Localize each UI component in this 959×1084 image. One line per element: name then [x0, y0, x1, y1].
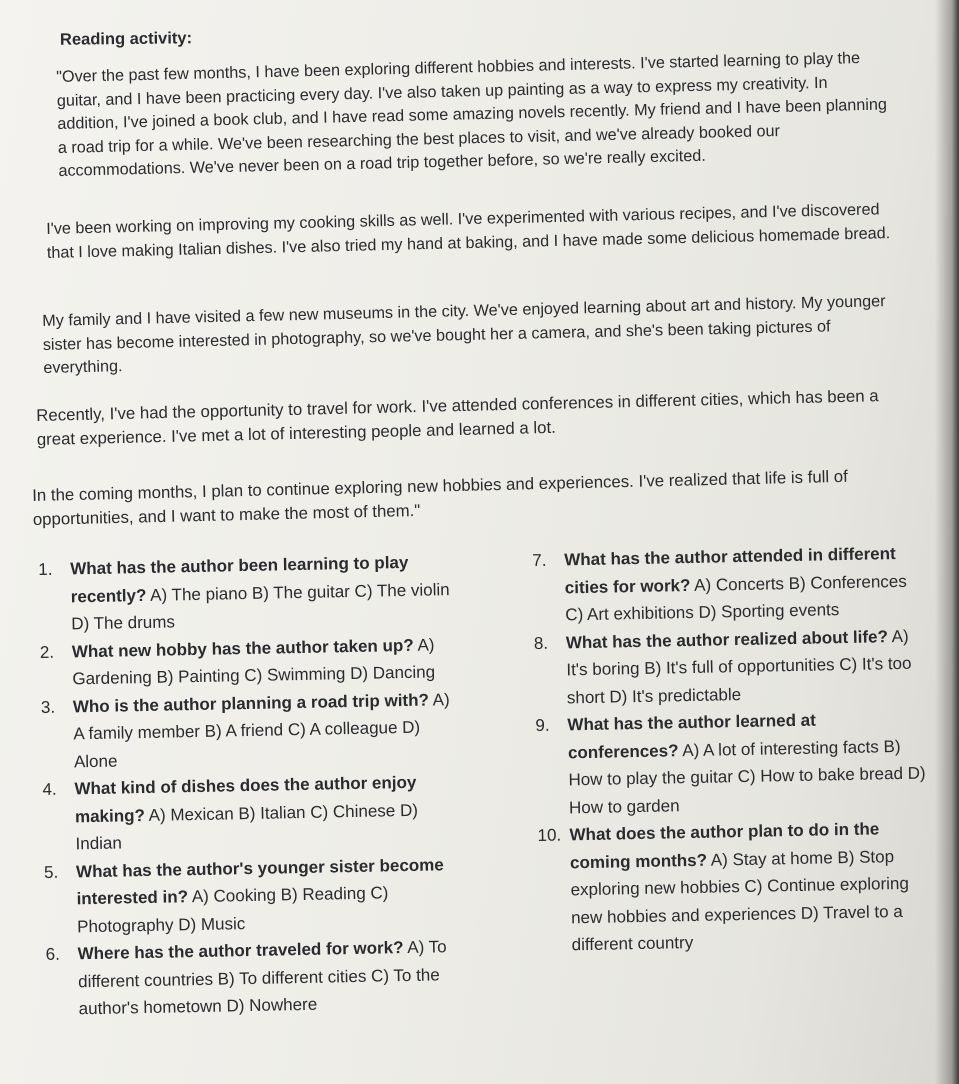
question-number: 4.: [42, 779, 57, 799]
question-number: 2.: [39, 642, 55, 662]
question-options: A) The piano B) The guitar C) The violin D) The drums: [71, 579, 450, 634]
question-text: Where has the author traveled for work?: [77, 938, 404, 964]
questions-column-left: [38, 548, 467, 1023]
question-options: A) Cooking B) Reading C) Photography D) Music: [76, 883, 389, 936]
question-text: What new hobby has the author taken up?: [71, 635, 414, 661]
question-item: [535, 704, 932, 822]
question-options: A) Stay at home B) Stop exploring new hobbies C) Continue exploring new hobbies and experiences D) Travel to a different country: [570, 846, 910, 955]
question-options: A) A family member B) A friend C) A colleague D) Alone: [73, 689, 450, 771]
question-item: [41, 685, 463, 776]
page-edge-shadow: [935, 0, 959, 1084]
question-text: What kind of dishes does the author enjoy making?: [74, 772, 417, 826]
questions-column-right: [532, 539, 935, 959]
question-number: 5.: [43, 862, 59, 882]
question-number: 9.: [535, 715, 550, 735]
passage-paragraph-3: My family and I have visited a few new museums in the city. We've enjoyed learning about art and history. My younger sister has become interested in photography, so we've bought her a camera, and she's been taking pictures of everything.: [42, 292, 886, 377]
question-text: Who is the author planning a road trip with?: [72, 690, 430, 716]
passage-paragraph-4: Recently, I've had the opportunity to travel for work. I've attended conferences in different cities, which has been a great experience. I've met a lot of interesting people and learned a lot.: [36, 386, 879, 449]
question-item: [42, 768, 464, 859]
passage-paragraph-5: In the coming months, I plan to continue exploring new hobbies and experiences. I've realized that life is full of opportunities, and I want to make the most of them.": [32, 466, 848, 529]
activity-heading: Reading activity:: [59, 29, 193, 49]
question-text: What has the author realized about life?: [565, 626, 889, 652]
question-item: [537, 814, 935, 959]
question-options: A) Mexican B) Italian C) Chinese D) Indian: [75, 800, 419, 854]
question-number: 10.: [537, 825, 562, 845]
question-options: A) To different countries B) To different cities C) To the author's hometown D) Nowhere: [77, 937, 447, 1019]
question-options: A) It's boring B) It's full of opportunities C) It's too short D) It's predictable: [566, 626, 912, 707]
question-options: A) A lot of interesting facts B) How to play the guitar C) How to bake bread D) How to garden: [568, 736, 926, 817]
question-item: [532, 539, 929, 629]
question-options: A) Gardening B) Painting C) Swimming D) Dancing: [72, 634, 436, 689]
question-text: What has the author learned at conferences?: [567, 710, 816, 762]
question-number: 6.: [45, 944, 61, 964]
question-text: What has the author attended in different cities for work?: [564, 544, 896, 597]
question-item: [38, 548, 460, 639]
question-text: What does the author plan to do in the coming months?: [569, 819, 880, 872]
passage-paragraph-1: "Over the past few months, I have been exploring different hobbies and interests. I've started learning to play the guitar, and I have been practicing every day. I've also taken up painting as a way to express my creativity. In addition, I've joined a book club, and I have read some amazing novels recently. My friend and I have been planning a road trip for a while. We've been researching the best places to visit, and we've already booked our accommodations. We've never been on a road trip together before, so we're really excited.: [56, 49, 888, 180]
passage-paragraph-2: I've been working on improving my cooking skills as well. I've experimented with various recipes, and I've discovered that I love making Italian dishes. I've also tried my hand at baking, and I have made some delicious homemade bread.: [46, 200, 891, 262]
question-text: What has the author been learning to play recently?: [70, 552, 409, 606]
question-item: [534, 622, 931, 712]
question-item: [40, 630, 461, 693]
question-text: What has the author's younger sister become interested in?: [75, 854, 444, 909]
question-options: A) Concerts B) Conferences C) Art exhibitions D) Sporting events: [565, 571, 907, 625]
question-number: 7.: [532, 550, 547, 570]
question-number: 3.: [40, 697, 56, 717]
question-number: 1.: [38, 559, 53, 579]
question-item: [45, 933, 467, 1024]
question-item: [44, 850, 466, 941]
question-number: 8.: [533, 633, 549, 653]
